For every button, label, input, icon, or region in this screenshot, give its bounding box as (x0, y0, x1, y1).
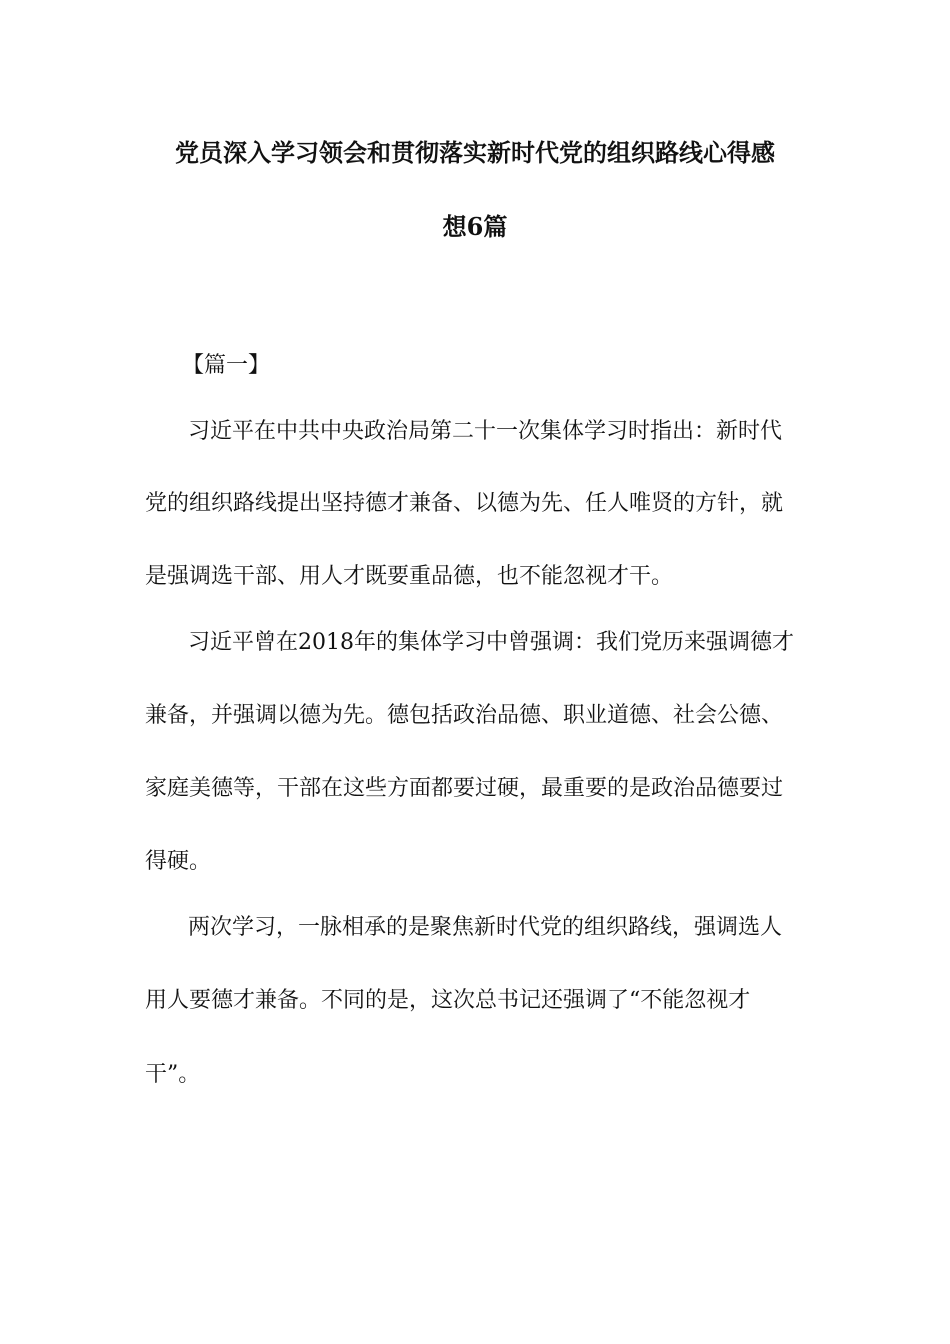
paragraph-line: 党的组织路线提出坚持德才兼备、以德为先、任人唯贤的方针，就 (145, 491, 784, 516)
paragraph-line: 兼备，并强调以德为先。德包括政治品德、职业道德、社会公德、 (145, 703, 784, 728)
paragraph-line: 两次学习，一脉相承的是聚焦新时代党的组织路线，强调选人 (188, 915, 783, 940)
paragraph-line: 得硬。 (145, 849, 212, 874)
paragraph-line: 家庭美德等，干部在这些方面都要过硬，最重要的是政治品德要过 (145, 776, 784, 801)
document-title-line-2: 想6篇 (442, 212, 508, 241)
paragraph-line: 习近平在中共中央政治局第二十一次集体学习时指出：新时代 (188, 419, 783, 444)
document-title-line-1: 党员深入学习领会和贯彻落实新时代党的组织路线心得感 (175, 138, 775, 167)
paragraph-line: 是强调选干部、用人才既要重品德，也不能忽视才干。 (145, 564, 674, 589)
paragraph-line: 用人要德才兼备。不同的是，这次总书记还强调了“不能忽视才 (145, 988, 751, 1013)
paragraph-line: 习近平曾在2018年的集体学习中曾强调：我们党历来强调德才 (188, 630, 794, 655)
paragraph-line: 干”。 (145, 1062, 201, 1087)
section-heading: 【篇一】 (182, 353, 271, 378)
